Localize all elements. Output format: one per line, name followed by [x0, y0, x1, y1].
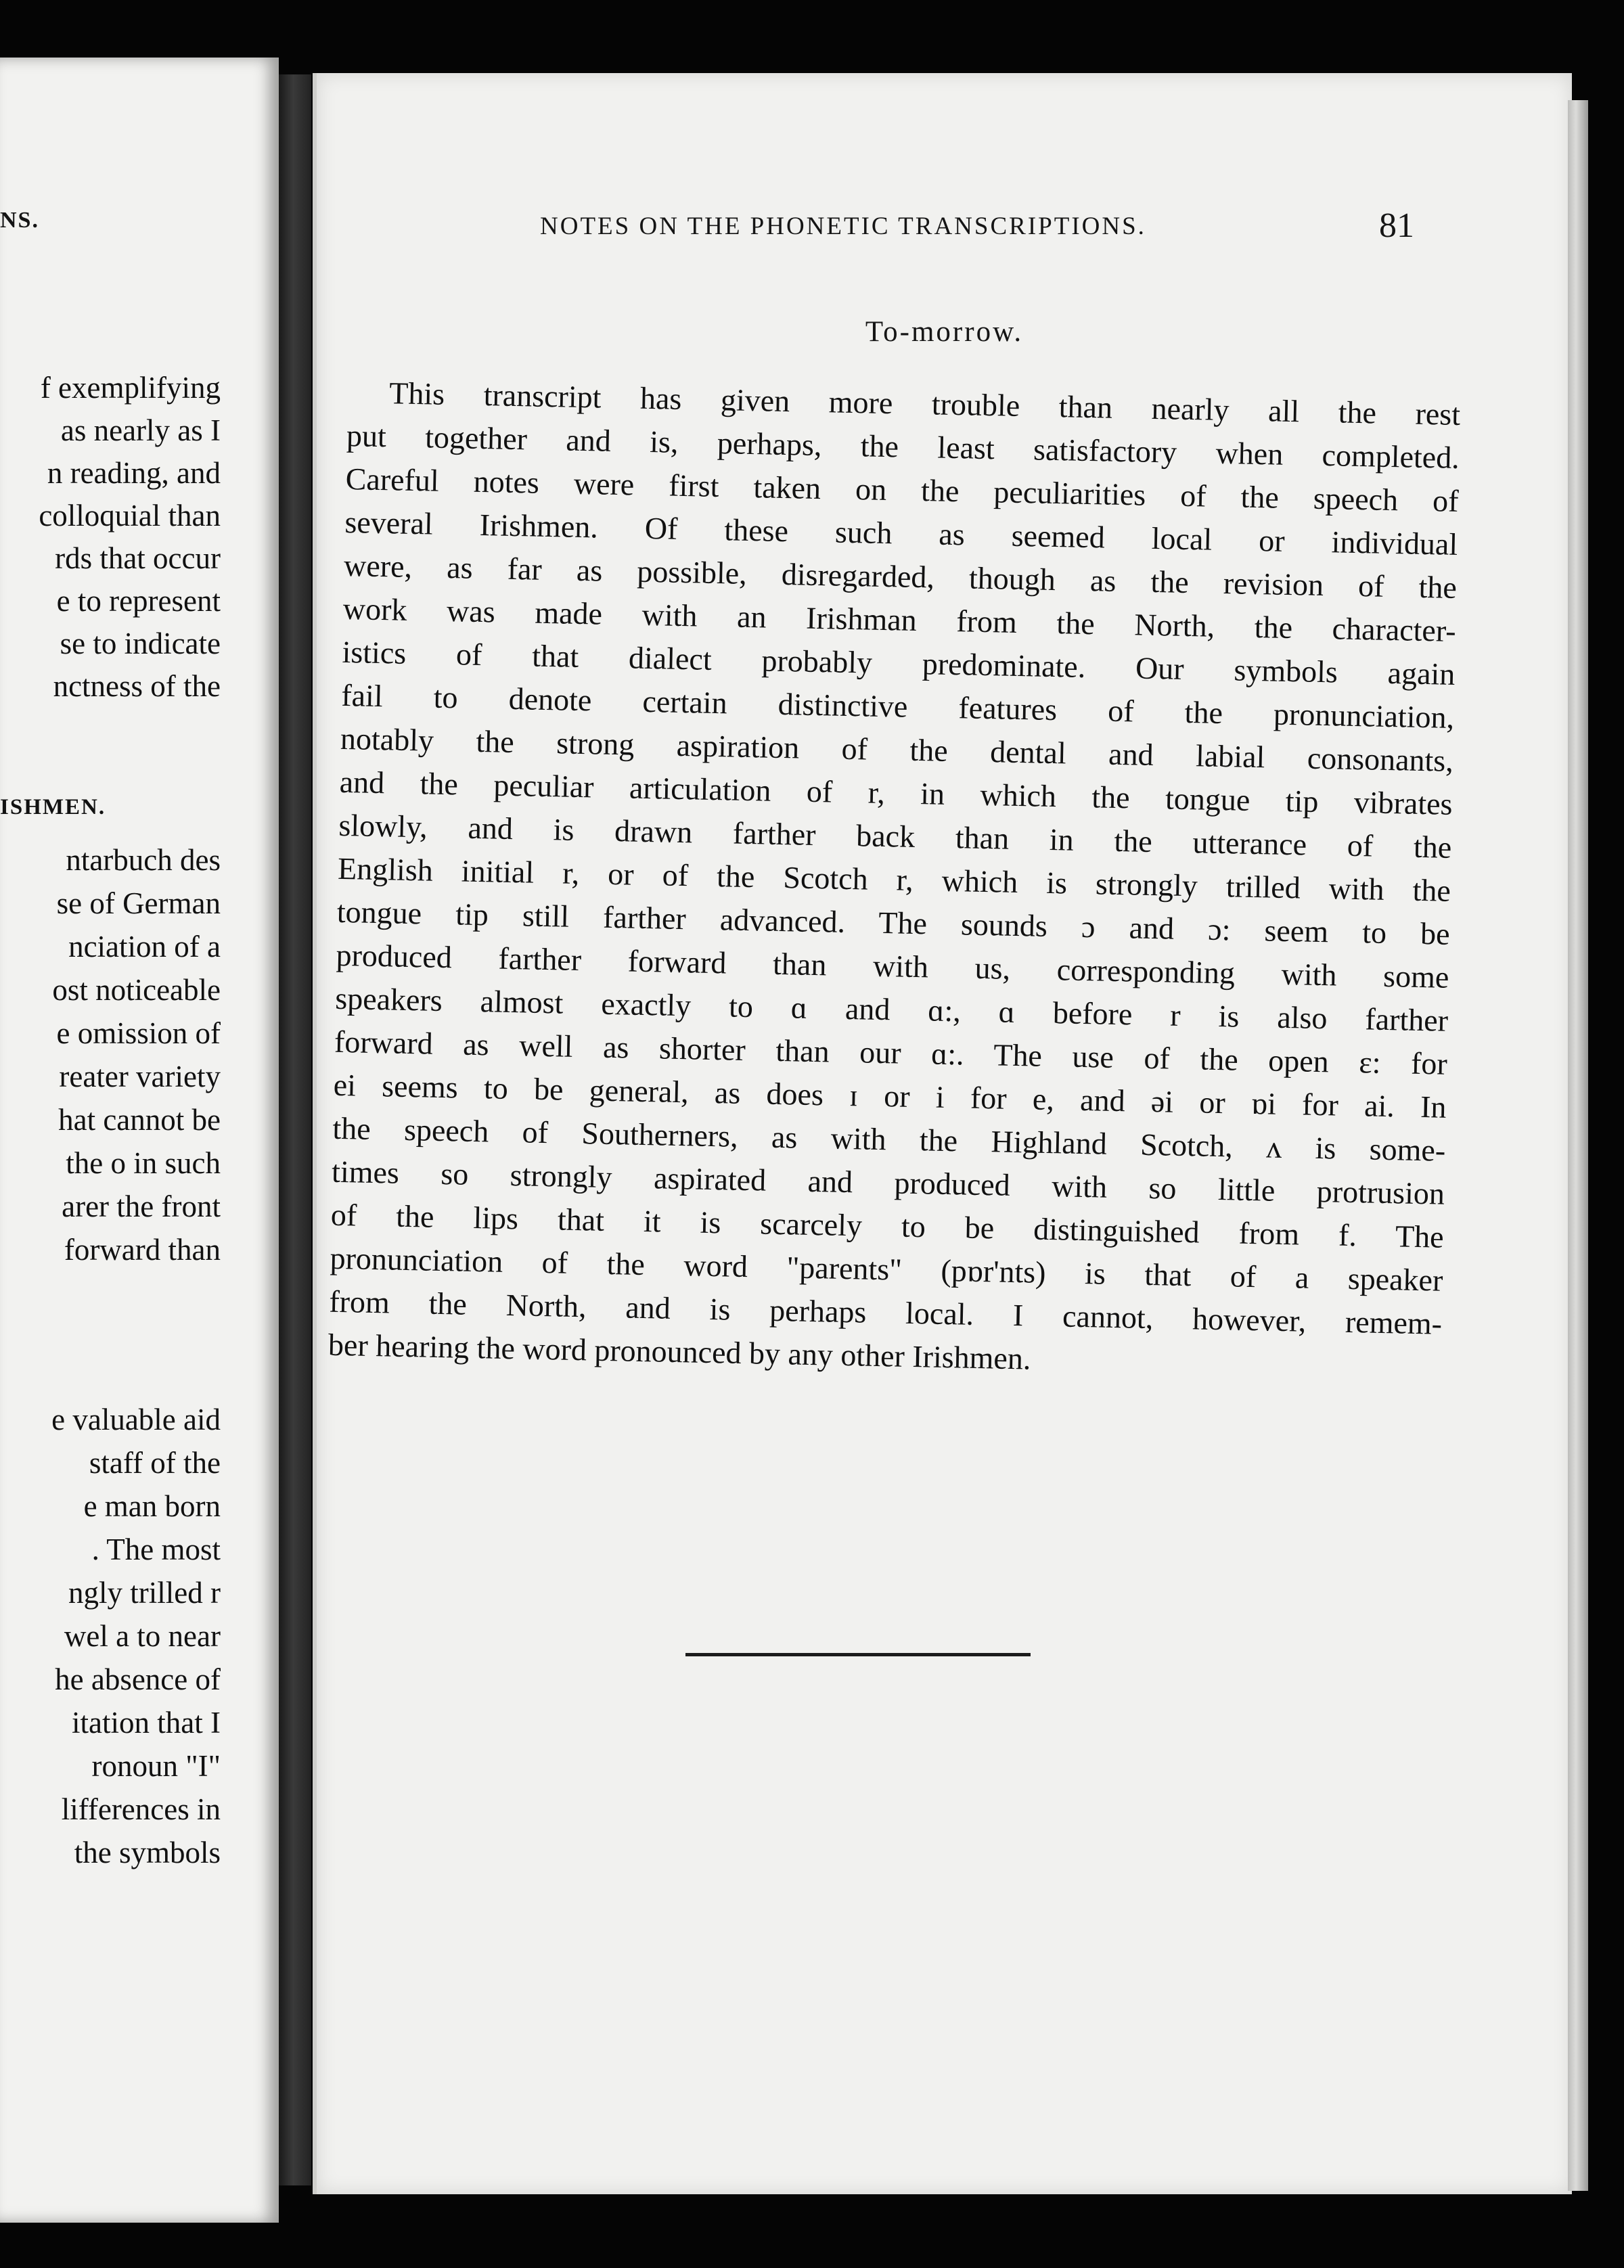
- text-line: ei seems to be general, as does ɪ or i for e, and əi or ɒi for ai. In: [333, 1067, 1447, 1125]
- left-text-line: . The most: [91, 1533, 221, 1566]
- left-text-line: e omission of: [56, 1016, 221, 1050]
- text-line: Careful notes were first taken on the peculiarities of the speech of: [345, 461, 1459, 518]
- left-text-line: f exemplifying: [40, 371, 221, 405]
- left-text-line: e man born: [83, 1489, 221, 1523]
- left-text-line: arer the front: [62, 1189, 221, 1223]
- text-line: tongue tip still farther advanced. The sounds ɔ and ɔ: seem to be: [336, 894, 1451, 951]
- left-subheading: ISHMEN.: [0, 795, 106, 819]
- left-text-line: colloquial than: [39, 499, 221, 532]
- text-line: slowly, and is drawn farther back than in the utterance of the: [338, 807, 1452, 865]
- text-line: forward as well as shorter than our ɑ:. The use of the open ɛ: for: [334, 1024, 1448, 1081]
- text-line: put together and is, perhaps, the least satisfactory when completed.: [346, 417, 1460, 475]
- book-gutter: [279, 74, 311, 2185]
- left-text-line: forward than: [64, 1233, 221, 1267]
- text-line: istics of that dialect probably predominate. Our symbols again: [342, 634, 1456, 691]
- section-title: To-morrow.: [865, 316, 1024, 348]
- facing-page-left: [0, 58, 279, 2223]
- text-line: English initial r, or of the Scotch r, which is strongly trilled with the: [337, 850, 1451, 908]
- text-line: were, as far as possible, disregarded, though as the revision of the: [343, 547, 1458, 605]
- body-paragraph: [328, 371, 1460, 1389]
- left-text-line: ronoun "I": [91, 1749, 221, 1783]
- text-line: notably the strong aspiration of the dental and labial consonants,: [340, 721, 1454, 778]
- left-text-line: hat cannot be: [58, 1103, 221, 1137]
- text-line: from the North, and is perhaps local. I cannot, however, remem-: [328, 1284, 1443, 1341]
- text-line: of the lips that it is scarcely to be distinguished from f. The: [330, 1197, 1445, 1254]
- page-right: [313, 73, 1572, 2194]
- left-text-line: the symbols: [74, 1836, 221, 1869]
- left-text-line: rds that occur: [55, 541, 221, 575]
- left-text-line: he absence of: [55, 1662, 221, 1696]
- text-line: work was made with an Irishman from the North, the character-: [342, 591, 1457, 648]
- text-line: several Irishmen. Of these such as seemed local or individual: [344, 504, 1458, 562]
- left-text-line: as nearly as I: [60, 413, 221, 447]
- left-text-line: nciation of a: [68, 930, 221, 963]
- text-line: fail to denote certain distinctive features of the pronunciation,: [340, 677, 1455, 735]
- left-text-line: nctness of the: [53, 669, 221, 703]
- left-text-line: ntarbuch des: [66, 843, 221, 877]
- left-text-line: se of German: [56, 886, 221, 920]
- left-text-line: se to indicate: [60, 627, 221, 660]
- text-line: This transcript has given more trouble than nearly all the rest: [388, 376, 1461, 432]
- left-text-line: ngly trilled r: [68, 1576, 221, 1610]
- left-running-head: NS.: [0, 208, 39, 233]
- left-text-line: the o in such: [66, 1146, 221, 1180]
- section-end-rule: [685, 1653, 1031, 1656]
- left-text-line: itation that I: [72, 1706, 221, 1740]
- left-text-line: e to represent: [56, 584, 221, 618]
- running-head: NOTES ON THE PHONETIC TRANSCRIPTIONS.: [540, 212, 1146, 240]
- left-text-line: n reading, and: [47, 456, 221, 490]
- text-line: produced farther forward than with us, corresponding with some: [336, 937, 1449, 995]
- text-line: the speech of Southerners, as with the Highland Scotch, ʌ is some-: [332, 1110, 1446, 1168]
- left-text-line: wel a to near: [64, 1619, 221, 1653]
- left-text-line: ost noticeable: [52, 973, 221, 1007]
- left-text-line: e valuable aid: [51, 1403, 221, 1436]
- left-text-line: lifferences in: [61, 1792, 221, 1826]
- page-number: 81: [1379, 206, 1414, 245]
- text-line: pronunciation of the word "parents" (pɒr'nts) is that of a speaker: [330, 1240, 1443, 1298]
- left-text-line: reater variety: [59, 1060, 221, 1093]
- text-line: ber hearing the word pronounced by any other Irishmen.: [328, 1327, 1031, 1376]
- text-line: speakers almost exactly to ɑ and ɑ:, ɑ before r is also farther: [334, 980, 1449, 1038]
- text-line: and the peculiar articulation of r, in which the tongue tip vibrates: [339, 764, 1453, 821]
- left-text-line: staff of the: [89, 1446, 221, 1480]
- text-line: times so strongly aspirated and produced with so little protrusion: [331, 1154, 1445, 1211]
- page-edge: [1568, 100, 1588, 2191]
